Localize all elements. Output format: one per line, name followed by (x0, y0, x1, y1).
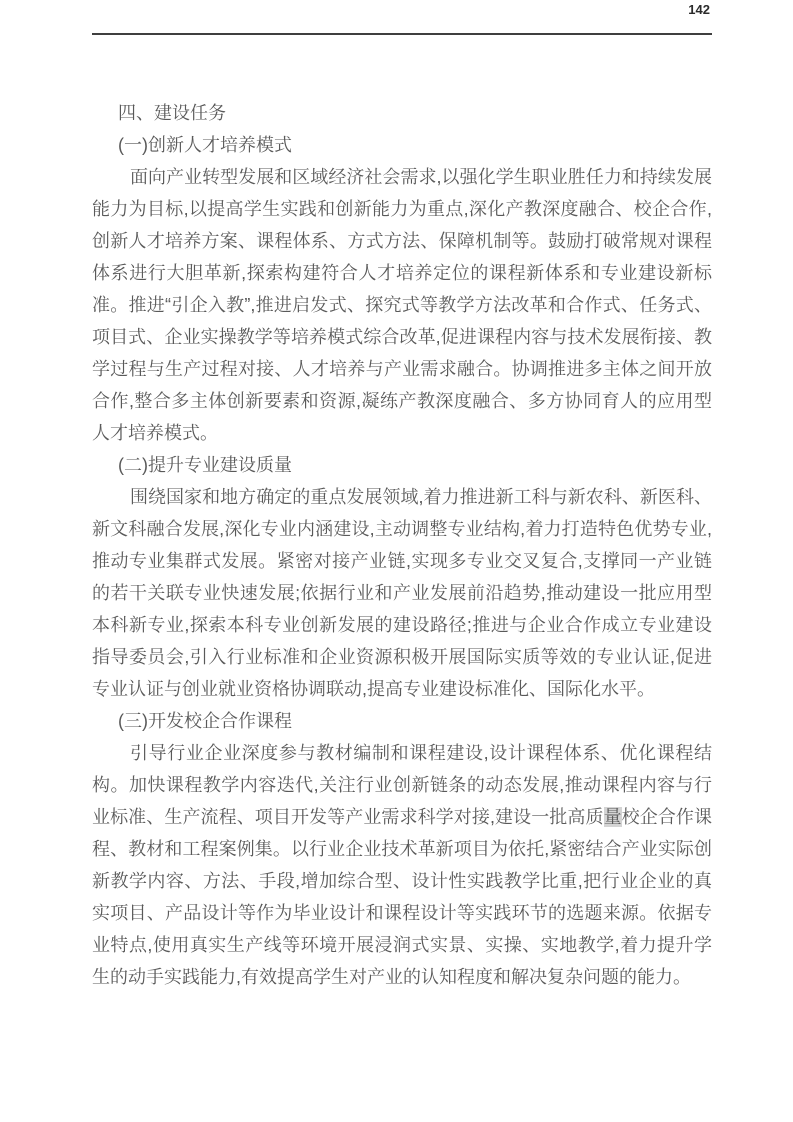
paragraph-major-construction-quality: 围绕国家和地方确定的重点发展领域,着力推进新工科与新农科、新医科、新文科融合发展,深化专业内涵建设,主动调整专业结构,着力打造特色优势专业,推动专业集群式发展。紧密对接产业链,实现多专业交叉复合,支撑同一产业链的若干关联专业快速发展;依据行业和产业发展前沿趋势,推动建设一批应用型本科新专业,探索本科专业创新发展的建设路径;推进与企业合作成立专业建设指导委员会,引入行业标准和企业资源积极开展国际实质等效的专业认证,促进专业认证与创业就业资格协调联动,提高专业建设标准化、国际化水平。 (92, 487, 712, 699)
paragraph-school-enterprise-courses (92, 737, 712, 993)
paragraph-text-before-highlight: 引导行业企业深度参与教材编制和课程建设,设计课程体系、优化课程结构。加快课程教学内容迭代,关注行业创新链条的动态发展,推动课程内容与行业标准、生产流程、项目开发等产业需求科学对接,建设一批高质 (92, 743, 712, 827)
header-rule (92, 33, 712, 35)
paragraph-text-after-highlight: 校企合作课程、教材和工程案例集。以行业企业技术革新项目为依托,紧密结合产业实际创新教学内容、方法、手段,增加综合型、设计性实践教学比重,把行业企业的真实项目、产品设计等作为毕业设计和课程设计等实践环节的选题来源。依据专业特点,使用真实生产线等环境开展浸润式实景、实操、实地教学,着力提升学生的动手实践能力,有效提高学生对产业的认知程度和解决复杂问题的能力。 (92, 807, 713, 987)
page-number: 142 (688, 2, 710, 17)
subsection-heading-2: (二)提升专业建设质量 (118, 455, 292, 475)
section-heading: 四、建设任务 (118, 103, 226, 123)
highlighted-text: 量 (603, 807, 622, 827)
subsection-heading-1: (一)创新人才培养模式 (118, 135, 292, 155)
paragraph-innovation-talent-model: 面向产业转型发展和区域经济社会需求,以强化学生职业胜任力和持续发展能力为目标,以提高学生实践和创新能力为重点,深化产教深度融合、校企合作,创新人才培养方案、课程体系、方式方法、保障机制等。鼓励打破常规对课程体系进行大胆革新,探索构建符合人才培养定位的课程新体系和专业建设新标准。推进“引企入教”,推进启发式、探究式等教学方法改革和合作式、任务式、项目式、企业实操教学等培养模式综合改革,促进课程内容与技术发展衔接、教学过程与生产过程对接、人才培养与产业需求融合。协调推进多主体之间开放合作,整合多主体创新要素和资源,凝练产教深度融合、多方协同育人的应用型人才培养模式。 (92, 167, 712, 443)
subsection-heading-3: (三)开发校企合作课程 (118, 711, 292, 731)
document-body (92, 97, 712, 993)
